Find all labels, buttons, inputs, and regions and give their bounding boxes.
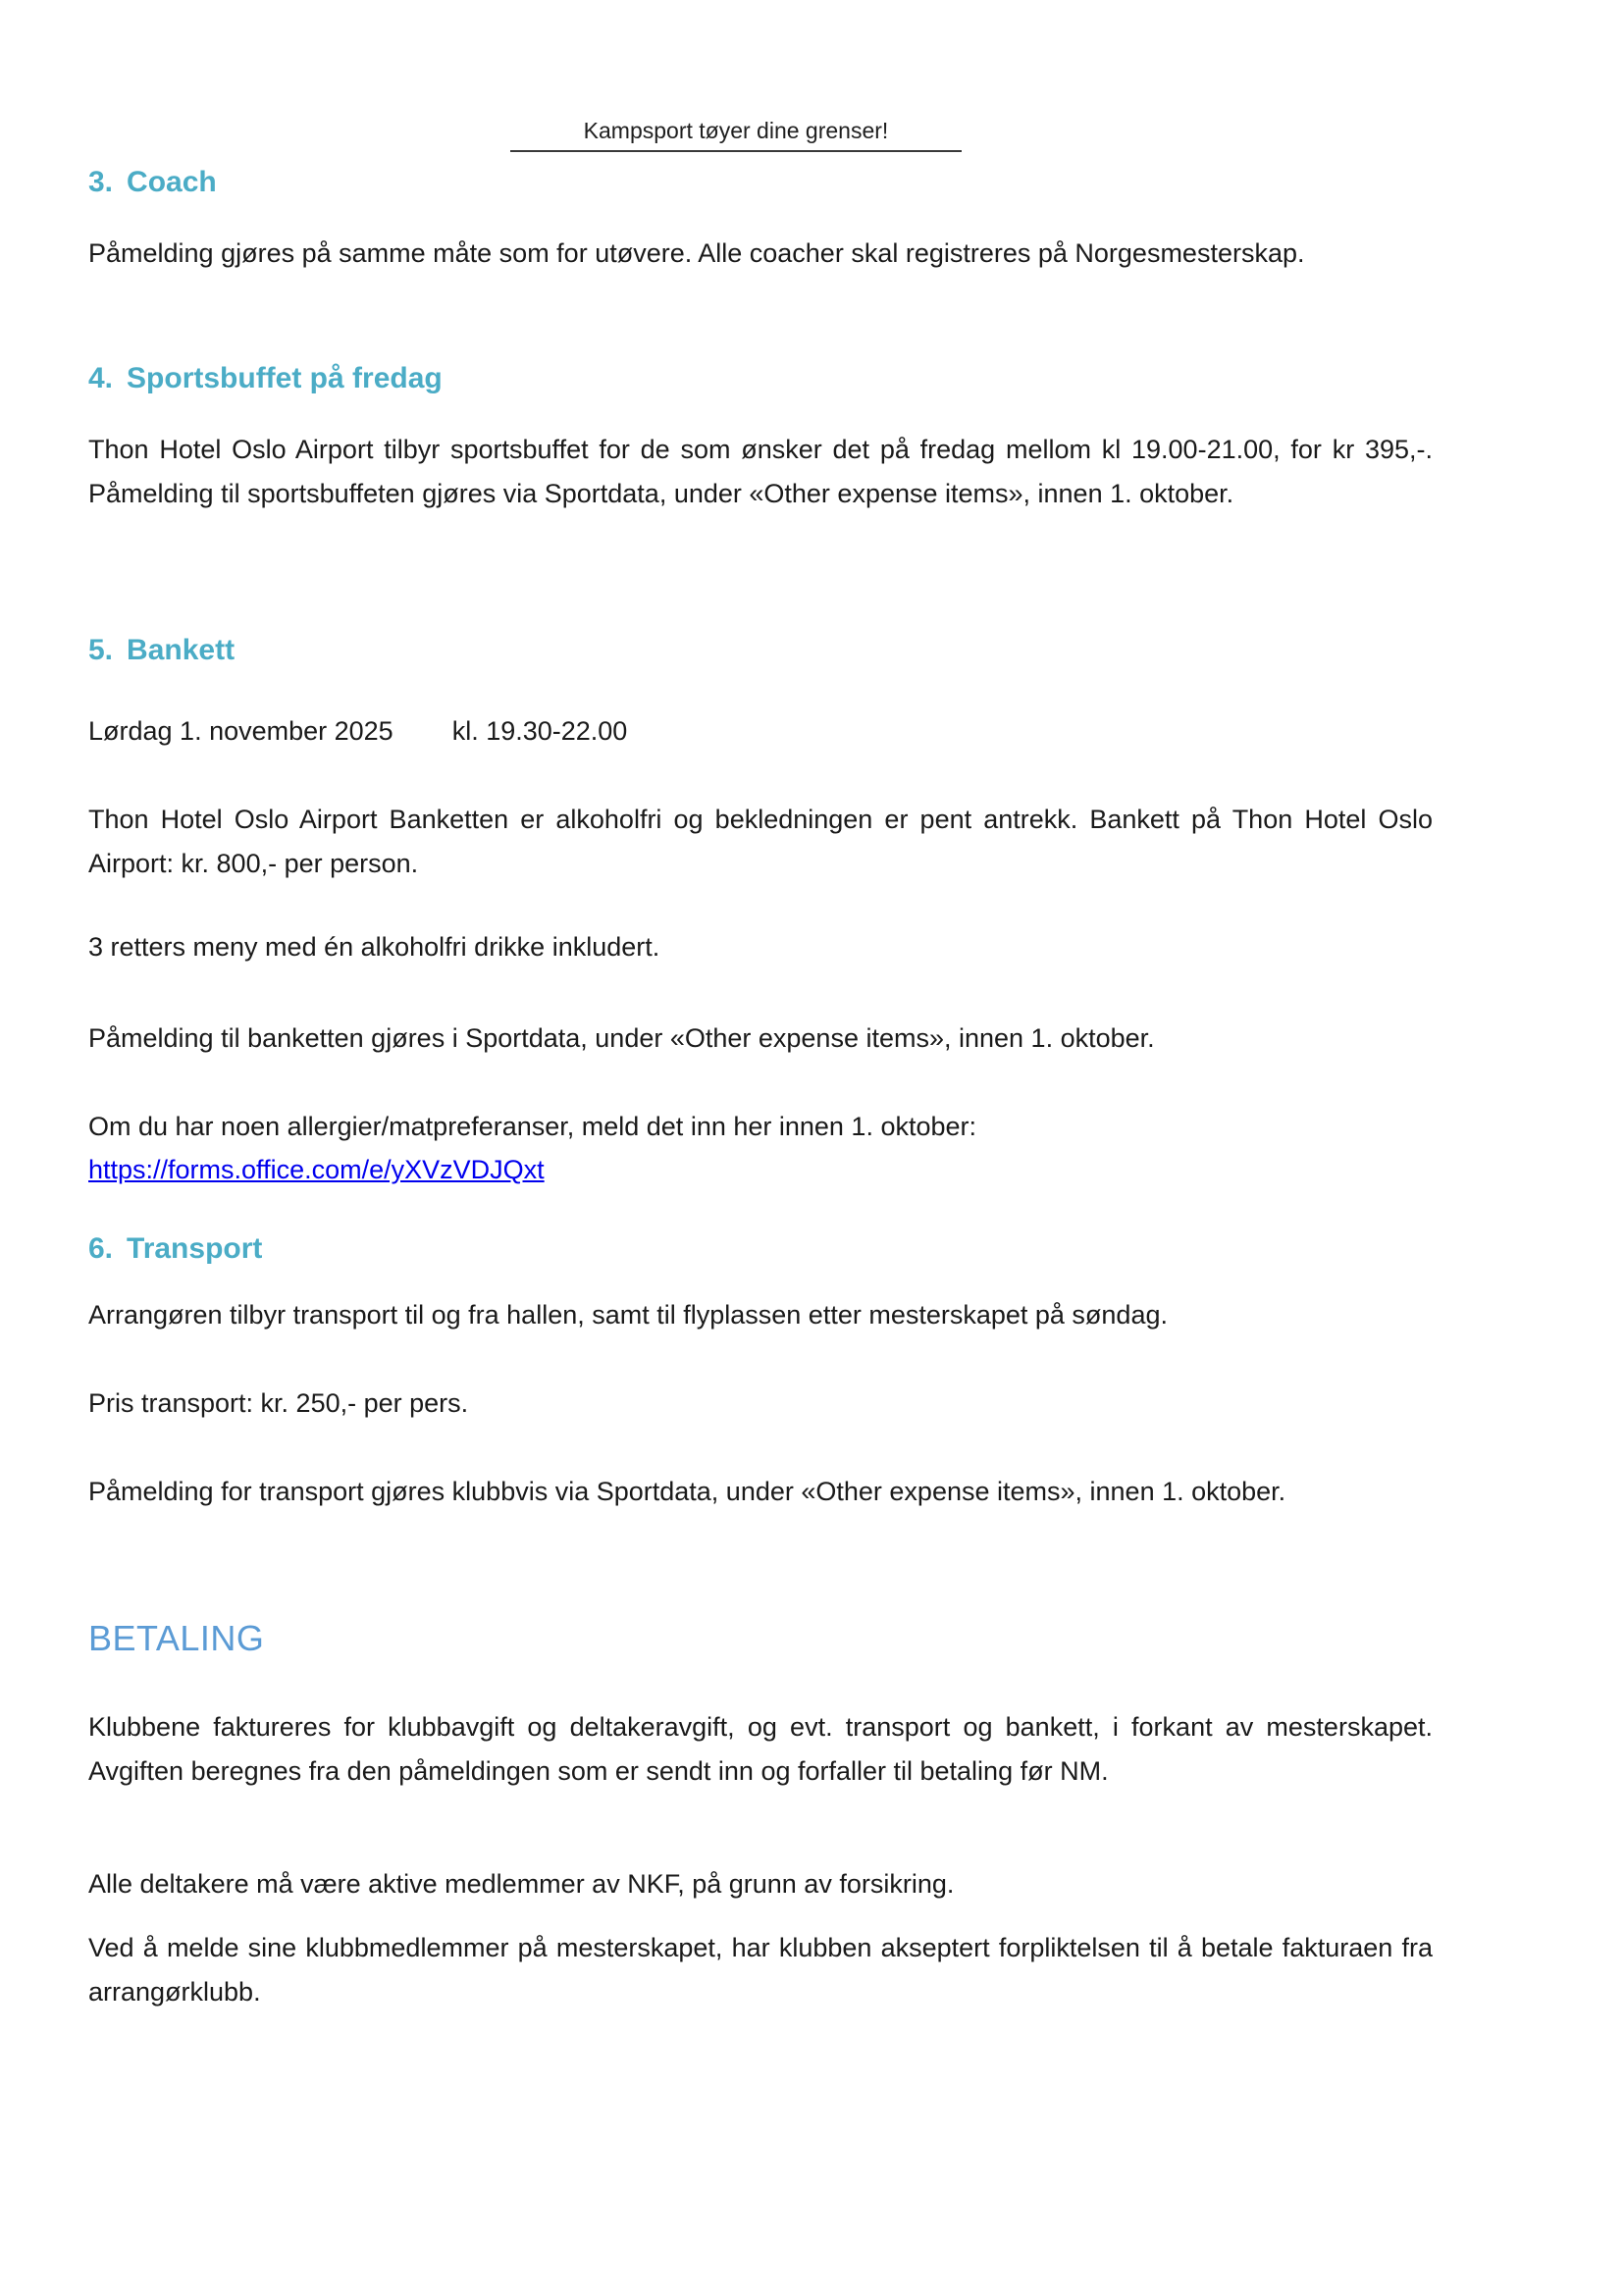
para-sportsbuffet: Thon Hotel Oslo Airport tilbyr sportsbuffet for de som ønsker det på fredag mellom kl 19.00-21.00, for kr 395,-. Påmelding til sportsbuffeten gjøres via Sportdata, under «Other expense items», innen 1. oktober. <box>88 435 1433 508</box>
para-bankett-menu: 3 retters meny med én alkoholfri drikke inkludert. <box>88 932 660 962</box>
page-header <box>510 116 962 152</box>
heading-sportsbuffet-number: 4. <box>88 362 114 394</box>
allergy-form-link[interactable]: https://forms.office.com/e/yXVzVDJQxt <box>88 1155 545 1184</box>
heading-coach-number: 3. <box>88 166 114 198</box>
heading-coach <box>88 163 1433 202</box>
heading-transport-label: Transport <box>127 1232 263 1265</box>
heading-transport-number: 6. <box>88 1232 114 1265</box>
para-bankett-signup: Påmelding til banketten gjøres i Sportdata, under «Other expense items», innen 1. oktober. <box>88 1023 1155 1053</box>
heading-bankett-label: Bankett <box>127 634 236 666</box>
para-transport-signup: Påmelding for transport gjøres klubbvis via Sportdata, under «Other expense items», innen 1. oktober. <box>88 1477 1286 1506</box>
para-coach: Påmelding gjøres på samme måte som for utøvere. Alle coacher skal registreres på Norgesmesterskap. <box>88 238 1305 268</box>
para-transport-info: Arrangøren tilbyr transport til og fra hallen, samt til flyplassen etter mesterskapet på søndag. <box>88 1300 1168 1330</box>
para-transport-price: Pris transport: kr. 250,- per pers. <box>88 1388 469 1418</box>
heading-bankett-number: 5. <box>88 634 114 666</box>
para-bankett-info: Thon Hotel Oslo Airport Banketten er alkoholfri og bekledningen er pent antrekk. Bankett på Thon Hotel Oslo Airport: kr. 800,- per person. <box>88 805 1433 878</box>
bankett-datetime-line <box>88 709 1433 754</box>
heading-bankett <box>88 631 1433 670</box>
heading-sportsbuffet-label: Sportsbuffet på fredag <box>127 362 443 394</box>
header-motto: Kampsport tøyer dine grenser! <box>583 118 889 143</box>
heading-betaling: BETALING <box>88 1618 265 1658</box>
para-betaling-members: Alle deltakere må være aktive medlemmer av NKF, på grunn av forsikring. <box>88 1869 955 1899</box>
para-betaling-obligation: Ved å melde sine klubbmedlemmer på mesterskapet, har klubben akseptert forpliktelsen til å betale fakturaen fra arrangørklubb. <box>88 1933 1433 2007</box>
para-betaling-invoice: Klubbene faktureres for klubbavgift og deltakeravgift, og evt. transport og bankett, i forkant av mesterskapet. Avgiften beregnes fra den påmeldingen som er sendt inn og forfaller til betaling før NM. <box>88 1712 1433 1786</box>
bankett-date: Lørdag 1. november 2025 <box>88 716 393 746</box>
heading-transport <box>88 1229 1433 1269</box>
para-bankett-allergy: Om du har noen allergier/matpreferanser, meld det inn her innen 1. oktober: <box>88 1112 977 1141</box>
heading-sportsbuffet <box>88 359 1433 398</box>
bankett-time: kl. 19.30-22.00 <box>451 716 628 746</box>
heading-coach-label: Coach <box>127 166 217 198</box>
